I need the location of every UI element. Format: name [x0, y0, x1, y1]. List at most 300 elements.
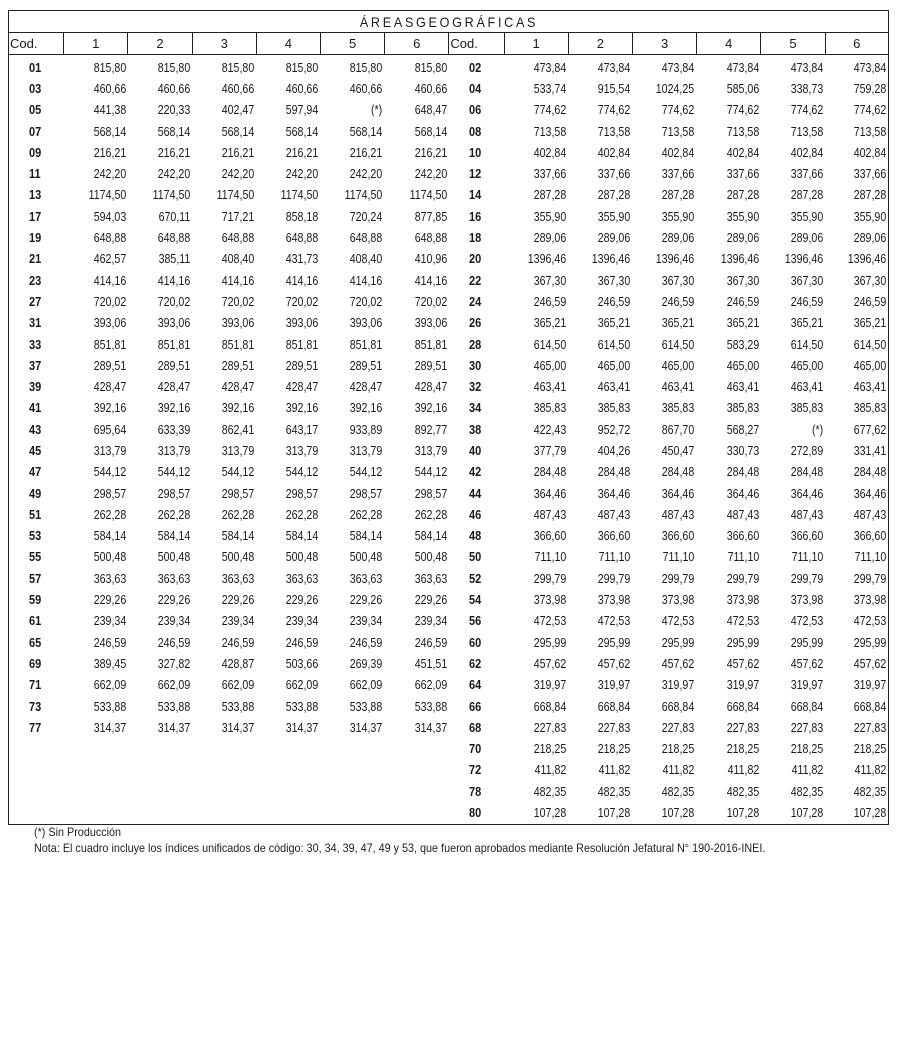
index-value-cell: [192, 313, 256, 334]
index-value-cell: [761, 547, 825, 568]
index-value-cell: [632, 419, 696, 440]
index-value-text: 662,09: [221, 678, 255, 693]
index-value-cell: [825, 568, 888, 589]
code-cell: [9, 121, 64, 142]
index-value-text: 242,20: [93, 167, 126, 182]
index-value-text: 289,06: [597, 231, 631, 246]
index-value-text: 1396,46: [847, 252, 886, 267]
index-value-cell: [192, 78, 256, 99]
code-cell: [9, 227, 64, 248]
index-value-text: 355,90: [726, 209, 759, 224]
index-value-text: 668,84: [790, 699, 824, 714]
index-value-cell: [192, 419, 256, 440]
index-value-text: 597,94: [285, 103, 319, 118]
index-value-text: 533,88: [350, 699, 383, 714]
index-value-text: 851,81: [93, 337, 126, 352]
index-value-cell: [697, 163, 761, 184]
index-value-text: 355,90: [533, 209, 567, 224]
index-value-text: 482,35: [853, 784, 886, 799]
index-value-cell: [825, 589, 888, 610]
index-value-text: 614,50: [597, 337, 631, 352]
index-value-cell: [504, 440, 568, 461]
index-value-text: 460,66: [414, 81, 447, 96]
index-value-cell: [385, 547, 449, 568]
index-value-text: 289,06: [853, 231, 886, 246]
index-value-cell: [192, 568, 256, 589]
index-value-text: 295,99: [726, 635, 759, 650]
index-value-cell: [256, 504, 320, 525]
index-value-text: 246,59: [726, 294, 759, 309]
index-value-text: 462,57: [93, 252, 126, 267]
code-text: 05: [29, 103, 42, 118]
index-value-text: 402,84: [853, 145, 886, 160]
index-value-cell: [320, 249, 384, 270]
code-cell: [9, 802, 64, 824]
index-value-text: 229,26: [350, 593, 383, 608]
index-value-cell: [568, 163, 632, 184]
code-text: 33: [29, 337, 42, 352]
index-value-text: 365,21: [597, 316, 631, 331]
code-cell: [9, 249, 64, 270]
index-value-cell: [504, 355, 568, 376]
index-value-cell: [697, 185, 761, 206]
index-value-text: 373,98: [533, 593, 567, 608]
index-value-text: 366,60: [853, 529, 886, 544]
index-value-text: 393,06: [414, 316, 447, 331]
index-value-text: 242,20: [414, 167, 447, 182]
index-value-text: 583,29: [726, 337, 759, 352]
index-value-cell: [320, 696, 384, 717]
index-value-cell: [64, 675, 128, 696]
index-value-cell: [632, 739, 696, 760]
index-value-text: 482,35: [726, 784, 759, 799]
index-value-cell: [697, 760, 761, 781]
table-row: [9, 355, 889, 376]
index-value-text: 218,25: [853, 742, 886, 757]
index-value-cell: [128, 611, 192, 632]
index-value-cell: [761, 334, 825, 355]
index-value-text: 1024,25: [656, 81, 695, 96]
index-value-text: 364,46: [597, 486, 631, 501]
code-cell: [449, 291, 504, 312]
index-value-text: 289,06: [662, 231, 695, 246]
column-header-area: 4: [256, 33, 320, 55]
code-text: 43: [29, 422, 42, 437]
index-value-cell: [632, 568, 696, 589]
index-value-text: 428,87: [221, 656, 255, 671]
index-value-text: 500,48: [221, 550, 255, 565]
index-value-cell: [568, 419, 632, 440]
index-value-cell: [504, 462, 568, 483]
index-value-cell: [761, 632, 825, 653]
index-value-cell: [385, 55, 449, 79]
index-value-cell: [825, 206, 888, 227]
index-value-cell: [256, 206, 320, 227]
code-text: 61: [29, 614, 42, 629]
index-value-cell: [825, 142, 888, 163]
index-value-cell: [128, 440, 192, 461]
index-value-text: 289,51: [414, 358, 447, 373]
index-value-text: 262,28: [93, 507, 126, 522]
index-value-text: 414,16: [350, 273, 383, 288]
index-value-cell: [64, 334, 128, 355]
index-value-cell: [128, 526, 192, 547]
index-value-text: 246,59: [853, 294, 886, 309]
table-row: [9, 419, 889, 440]
index-value-text: 373,98: [853, 593, 886, 608]
index-value-text: 367,30: [790, 273, 824, 288]
index-value-text: 313,79: [93, 443, 126, 458]
index-value-text: 568,14: [93, 124, 126, 139]
index-value-cell: [761, 739, 825, 760]
index-value-text: 355,90: [790, 209, 824, 224]
index-value-text: 239,34: [157, 614, 191, 629]
index-value-cell: [761, 55, 825, 79]
code-text: 17: [29, 209, 42, 224]
table-row: [9, 185, 889, 206]
index-value-cell: [568, 462, 632, 483]
index-value-cell: [128, 227, 192, 248]
index-value-text: 482,35: [790, 784, 824, 799]
index-value-text: 1396,46: [592, 252, 631, 267]
index-value-text: 337,66: [726, 167, 759, 182]
index-value-text: 392,16: [285, 401, 319, 416]
index-value-text: 460,66: [285, 81, 319, 96]
index-value-text: 393,06: [350, 316, 383, 331]
index-value-text: 246,59: [93, 635, 126, 650]
index-value-cell: [320, 355, 384, 376]
index-value-text: 500,48: [414, 550, 447, 565]
index-value-cell: [568, 334, 632, 355]
index-value-cell: [504, 100, 568, 121]
index-value-text: 363,63: [157, 571, 191, 586]
index-value-cell: [761, 568, 825, 589]
index-value-cell: [504, 696, 568, 717]
index-value-text: 457,62: [662, 656, 695, 671]
index-value-cell: [385, 739, 449, 760]
code-cell: [9, 589, 64, 610]
index-value-text: 500,48: [285, 550, 319, 565]
index-value-cell: [128, 653, 192, 674]
index-value-cell: [697, 547, 761, 568]
index-value-text: 414,16: [285, 273, 319, 288]
index-value-cell: [825, 121, 888, 142]
code-text: 54: [468, 593, 482, 608]
index-value-cell: [568, 717, 632, 738]
index-value-text: 720,02: [350, 294, 383, 309]
index-value-text: 533,88: [285, 699, 319, 714]
index-value-cell: [697, 802, 761, 824]
index-value-cell: [385, 142, 449, 163]
index-value-text: 414,16: [93, 273, 126, 288]
index-value-text: 473,84: [662, 60, 695, 75]
code-cell: [9, 355, 64, 376]
code-text: 10: [468, 145, 482, 160]
index-value-cell: [256, 462, 320, 483]
index-value-text: 411,82: [727, 763, 759, 778]
index-value-cell: [64, 483, 128, 504]
index-value-cell: [697, 121, 761, 142]
table-row: [9, 398, 889, 419]
index-value-cell: [192, 206, 256, 227]
index-value-cell: [64, 206, 128, 227]
index-value-cell: [568, 547, 632, 568]
index-value-cell: [825, 249, 888, 270]
code-cell: [9, 185, 64, 206]
index-value-cell: [825, 760, 888, 781]
index-value-cell: [256, 78, 320, 99]
index-value-text: 373,98: [597, 593, 631, 608]
code-text: 02: [468, 60, 482, 75]
index-value-text: 313,79: [350, 443, 383, 458]
index-value-text: 246,59: [414, 635, 447, 650]
index-value-cell: [568, 78, 632, 99]
index-value-cell: [128, 55, 192, 79]
index-value-text: 933,89: [350, 422, 383, 437]
index-value-cell: [128, 334, 192, 355]
index-value-cell: [128, 419, 192, 440]
index-value-cell: [256, 163, 320, 184]
index-value-text: 584,14: [93, 529, 126, 544]
index-value-cell: [192, 611, 256, 632]
index-value-cell: [128, 504, 192, 525]
index-value-cell: [64, 163, 128, 184]
index-value-cell: [128, 547, 192, 568]
index-value-cell: [825, 802, 888, 824]
index-value-text: 648,88: [285, 231, 319, 246]
index-value-text: 319,97: [533, 678, 567, 693]
index-value-cell: [761, 675, 825, 696]
index-value-text: 373,98: [790, 593, 824, 608]
index-value-text: 299,79: [726, 571, 759, 586]
index-value-cell: [385, 100, 449, 121]
table-row: [9, 55, 889, 79]
index-value-cell: [825, 675, 888, 696]
index-value-cell: [504, 121, 568, 142]
index-value-cell: [256, 355, 320, 376]
code-text: 32: [468, 380, 482, 395]
index-value-cell: [128, 398, 192, 419]
index-value-cell: [128, 270, 192, 291]
index-value-text: 594,03: [93, 209, 126, 224]
code-text: 44: [468, 486, 482, 501]
index-value-text: 720,02: [414, 294, 447, 309]
index-value-cell: [697, 398, 761, 419]
code-cell: [449, 760, 504, 781]
index-value-text: 385,11: [158, 252, 191, 267]
index-value-text: 774,62: [533, 103, 567, 118]
index-value-text: 648,88: [93, 231, 126, 246]
index-value-text: 287,28: [662, 188, 695, 203]
index-value-cell: [192, 483, 256, 504]
index-value-cell: [192, 334, 256, 355]
index-value-cell: [697, 313, 761, 334]
index-value-cell: [761, 526, 825, 547]
index-value-text: 216,21: [285, 145, 319, 160]
index-value-text: 457,62: [853, 656, 886, 671]
index-value-text: 242,20: [350, 167, 383, 182]
index-value-text: 364,46: [533, 486, 567, 501]
index-value-cell: [256, 291, 320, 312]
index-value-text: 373,98: [662, 593, 695, 608]
index-value-cell: [825, 717, 888, 738]
index-value-text: 500,48: [350, 550, 383, 565]
index-value-cell: [320, 398, 384, 419]
index-value-text: 366,60: [597, 529, 631, 544]
column-header-area: 2: [128, 33, 192, 55]
index-value-text: 465,00: [853, 358, 886, 373]
code-cell: [9, 547, 64, 568]
index-value-text: 363,63: [414, 571, 447, 586]
code-text: 46: [468, 507, 482, 522]
index-value-cell: [64, 781, 128, 802]
code-text: 18: [468, 231, 482, 246]
index-value-text: 1174,50: [409, 188, 447, 203]
table-row: [9, 760, 889, 781]
index-value-cell: [504, 163, 568, 184]
index-value-text: 568,14: [221, 124, 255, 139]
index-value-cell: [256, 526, 320, 547]
index-value-cell: [568, 270, 632, 291]
index-value-text: 711,10: [727, 550, 759, 565]
index-value-text: 246,59: [157, 635, 191, 650]
index-value-text: 614,50: [790, 337, 824, 352]
index-value-cell: [64, 376, 128, 397]
index-value-cell: [761, 313, 825, 334]
index-value-cell: [256, 142, 320, 163]
index-value-cell: [825, 483, 888, 504]
index-value-cell: [256, 653, 320, 674]
index-value-cell: [192, 504, 256, 525]
index-value-text: 668,84: [597, 699, 631, 714]
code-cell: [9, 632, 64, 653]
index-value-cell: [128, 185, 192, 206]
index-value-text: 227,83: [662, 720, 695, 735]
index-value-cell: [128, 675, 192, 696]
index-value-cell: [504, 802, 568, 824]
index-value-cell: [632, 589, 696, 610]
index-value-cell: [761, 419, 825, 440]
index-value-cell: [256, 440, 320, 461]
index-value-cell: [697, 462, 761, 483]
index-value-cell: [761, 653, 825, 674]
index-value-text: 402,84: [597, 145, 631, 160]
index-value-text: 460,66: [221, 81, 255, 96]
code-text: 13: [29, 188, 42, 203]
index-value-text: 544,12: [350, 465, 383, 480]
index-value-cell: [128, 568, 192, 589]
index-value-cell: [632, 55, 696, 79]
index-value-text: 473,84: [790, 60, 824, 75]
table-row: [9, 227, 889, 248]
index-value-text: 774,62: [597, 103, 631, 118]
code-cell: [9, 568, 64, 589]
code-cell: [9, 163, 64, 184]
index-value-cell: [128, 589, 192, 610]
index-value-text: 385,83: [726, 401, 759, 416]
code-cell: [449, 781, 504, 802]
index-value-text: 289,51: [221, 358, 255, 373]
index-value-cell: [385, 483, 449, 504]
table-row: [9, 206, 889, 227]
index-value-cell: [568, 504, 632, 525]
index-value-cell: [385, 270, 449, 291]
code-text: 39: [29, 380, 42, 395]
index-value-text: 431,73: [285, 252, 319, 267]
code-cell: [449, 802, 504, 824]
index-value-cell: [64, 802, 128, 824]
index-value-text: 544,12: [93, 465, 126, 480]
index-value-cell: [632, 483, 696, 504]
index-value-cell: [256, 781, 320, 802]
index-value-cell: [504, 249, 568, 270]
index-value-cell: [825, 547, 888, 568]
code-cell: [449, 526, 504, 547]
index-value-cell: [128, 717, 192, 738]
index-value-text: 289,51: [285, 358, 319, 373]
index-value-text: (*): [371, 103, 383, 118]
code-cell: [9, 781, 64, 802]
index-value-cell: [320, 568, 384, 589]
code-text: 55: [29, 550, 42, 565]
index-value-cell: [64, 696, 128, 717]
index-value-cell: [320, 653, 384, 674]
index-value-cell: [825, 653, 888, 674]
index-value-text: 262,28: [221, 507, 255, 522]
code-cell: [449, 696, 504, 717]
geographic-areas-table: [8, 10, 889, 825]
index-value-cell: [128, 206, 192, 227]
index-value-cell: [568, 398, 632, 419]
index-value-text: 367,30: [597, 273, 631, 288]
index-value-text: 295,99: [662, 635, 695, 650]
index-value-text: 544,12: [157, 465, 191, 480]
index-value-cell: [825, 739, 888, 760]
code-cell: [9, 760, 64, 781]
table-row: [9, 78, 889, 99]
index-value-cell: [192, 142, 256, 163]
index-value-text: 289,06: [533, 231, 567, 246]
index-value-cell: [825, 781, 888, 802]
index-value-text: 295,99: [597, 635, 631, 650]
index-value-text: 366,60: [533, 529, 567, 544]
index-value-cell: [256, 760, 320, 781]
index-value-text: 227,83: [853, 720, 886, 735]
index-value-cell: [192, 675, 256, 696]
index-value-cell: [64, 291, 128, 312]
index-value-cell: [128, 100, 192, 121]
index-value-cell: [568, 653, 632, 674]
index-value-text: 695,64: [93, 422, 126, 437]
index-value-text: 465,00: [662, 358, 695, 373]
index-value-cell: [385, 802, 449, 824]
index-value-cell: [320, 55, 384, 79]
index-value-cell: [761, 206, 825, 227]
index-value-text: 363,63: [350, 571, 383, 586]
index-value-cell: [192, 100, 256, 121]
index-value-text: 450,47: [662, 443, 695, 458]
index-value-text: 614,50: [533, 337, 567, 352]
table-row: [9, 526, 889, 547]
index-value-text: 774,62: [726, 103, 759, 118]
index-value-text: 422,43: [533, 422, 567, 437]
index-value-text: 662,09: [157, 678, 191, 693]
index-value-cell: [632, 313, 696, 334]
column-header-area: 1: [64, 33, 128, 55]
index-value-text: 411,82: [534, 763, 567, 778]
index-value-text: 287,28: [597, 188, 631, 203]
index-value-cell: [385, 376, 449, 397]
